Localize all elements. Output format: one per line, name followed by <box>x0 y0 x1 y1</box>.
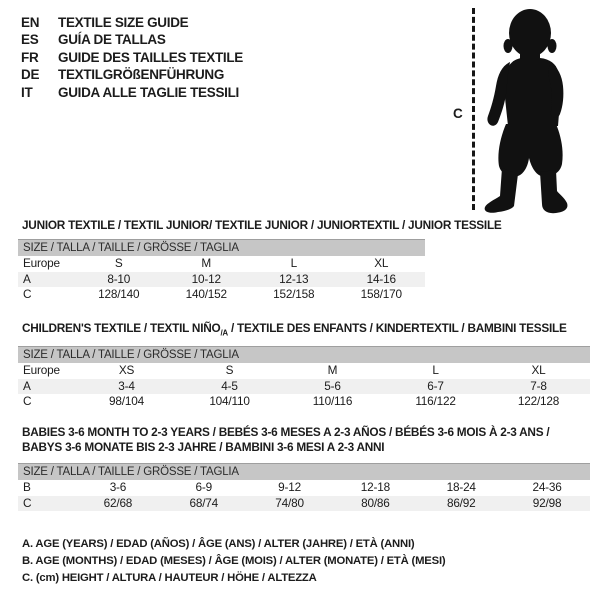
row-label: A <box>23 378 31 393</box>
cell-value: 9-12 <box>278 480 301 494</box>
lang-title: GUIDA ALLE TAGLIE TESSILI <box>58 84 239 100</box>
cell-value: 122/128 <box>517 394 560 408</box>
region-label: Europe <box>23 363 60 377</box>
cell-value: 110/116 <box>312 394 353 408</box>
babies-title-line1: BABIES 3-6 MONTH TO 2-3 YEARS / BEBÉS 3-6 MESES A 2-3 AÑOS / BÉBÉS 3-6 MOIS À 2-3 ANS / <box>22 425 550 439</box>
table-row-region <box>18 363 590 379</box>
column-header: M <box>327 363 338 377</box>
table-row-region <box>18 256 425 272</box>
height-measure-label: C <box>453 106 463 121</box>
column-header: S <box>114 256 123 270</box>
cell-value: 12-18 <box>360 480 390 494</box>
table-row-age <box>18 379 590 395</box>
cell-value: 62/68 <box>103 495 133 510</box>
lang-row-es <box>21 31 243 48</box>
cell-value: 92/98 <box>532 495 562 510</box>
row-label: C <box>23 394 32 408</box>
junior-table <box>18 239 425 303</box>
children-title-post: / TEXTILE DES ENFANTS / KINDERTEXTIL / BAMBINI TESSILE <box>227 321 567 335</box>
children-title-sub: /A <box>220 328 228 338</box>
lang-code: FR <box>21 49 39 65</box>
column-header: L <box>290 256 297 270</box>
lang-title: TEXTILGRÖßENFÜHRUNG <box>58 67 225 83</box>
cell-value: 6-9 <box>195 480 212 494</box>
cell-value: 128/140 <box>98 287 140 301</box>
cell-value: 74/80 <box>275 495 304 510</box>
column-header: XS <box>118 363 135 377</box>
column-header: XL <box>531 363 546 377</box>
cell-value: 5-6 <box>324 378 341 393</box>
cell-value: 140/152 <box>185 287 227 301</box>
cell-value: 158/170 <box>360 287 402 301</box>
size-header-bar: SIZE / TALLA / TAILLE / GRÖSSE / TAGLIA <box>18 239 425 256</box>
cell-value: 152/158 <box>273 287 315 301</box>
lang-row-it <box>21 84 243 101</box>
cell-value: 116/122 <box>415 394 456 408</box>
column-header: XL <box>374 256 389 270</box>
cell-value: 3-4 <box>118 378 135 393</box>
size-header-bar: SIZE / TALLA / TAILLE / GRÖSSE / TAGLIA <box>18 463 590 480</box>
children-table <box>18 346 590 410</box>
table-row-age <box>18 272 425 288</box>
lang-title: TEXTILE SIZE GUIDE <box>58 15 189 30</box>
cell-value: 18-24 <box>446 480 476 494</box>
lang-code: DE <box>21 67 40 83</box>
footnote-age-months: B. AGE (MONTHS) / EDAD (MESES) / ÂGE (MOIS) / ALTER (MONATE) / ETÀ (MESI) <box>22 555 446 568</box>
row-label: A <box>23 271 31 286</box>
lang-title: GUÍA DE TALLAS <box>58 32 166 48</box>
cell-value: 4-5 <box>221 378 238 393</box>
row-label: C <box>23 495 32 510</box>
lang-row-fr <box>21 49 243 66</box>
cell-value: 98/104 <box>109 394 144 408</box>
size-header-bar: SIZE / TALLA / TAILLE / GRÖSSE / TAGLIA <box>18 346 590 363</box>
babies-table-title <box>22 425 549 455</box>
children-title-pre: CHILDREN'S TEXTILE / TEXTIL NIÑO <box>22 321 221 335</box>
cell-value: 10-12 <box>191 271 221 286</box>
toddler-silhouette-icon <box>478 6 578 216</box>
cell-value: 14-16 <box>366 271 396 286</box>
table-row-height <box>18 394 590 410</box>
cell-value: 80/86 <box>361 495 390 510</box>
height-measure-dashed-line <box>472 8 475 210</box>
row-label: C <box>23 287 32 301</box>
junior-table-title: JUNIOR TEXTILE / TEXTIL JUNIOR/ TEXTILE JUNIOR / JUNIORTEXTIL / JUNIOR TESSILE <box>22 218 502 232</box>
language-title-block <box>21 14 243 101</box>
lang-title: GUIDE DES TAILLES TEXTILE <box>58 49 244 65</box>
footnote-height: C. (cm) HEIGHT / ALTURA / HAUTEUR / HÖHE / ALTEZZA <box>22 572 317 585</box>
footnote-age-years: A. AGE (YEARS) / EDAD (AÑOS) / ÂGE (ANS) / ALTER (JAHRE) / ETÀ (ANNI) <box>22 538 415 550</box>
cell-value: 86/92 <box>446 495 476 510</box>
lang-row-en <box>21 14 243 31</box>
cell-value: 3-6 <box>109 480 127 494</box>
legend-footnotes <box>22 536 445 588</box>
table-row-height <box>18 496 590 512</box>
lang-code: ES <box>21 32 39 48</box>
children-table-title <box>22 321 567 340</box>
cell-value: 68/74 <box>189 495 218 510</box>
babies-table <box>18 463 590 511</box>
column-header: S <box>225 363 234 377</box>
lang-code: IT <box>21 84 33 100</box>
row-label: B <box>23 480 31 494</box>
table-row-height <box>18 287 425 303</box>
column-header: M <box>201 256 212 270</box>
lang-code: EN <box>21 15 40 30</box>
cell-value: 12-13 <box>279 271 309 286</box>
cell-value: 8-10 <box>107 271 131 286</box>
table-row-months <box>18 480 590 496</box>
cell-value: 24-36 <box>532 480 562 494</box>
column-header: L <box>432 363 439 377</box>
cell-value: 104/110 <box>209 394 250 408</box>
babies-title-line2: BABYS 3-6 MONATE BIS 2-3 JAHRE / BAMBINI 3-6 MESI A 2-3 ANNI <box>22 440 385 454</box>
lang-row-de <box>21 66 243 83</box>
region-label: Europe <box>23 256 60 270</box>
cell-value: 7-8 <box>530 378 547 393</box>
cell-value: 6-7 <box>427 378 444 393</box>
